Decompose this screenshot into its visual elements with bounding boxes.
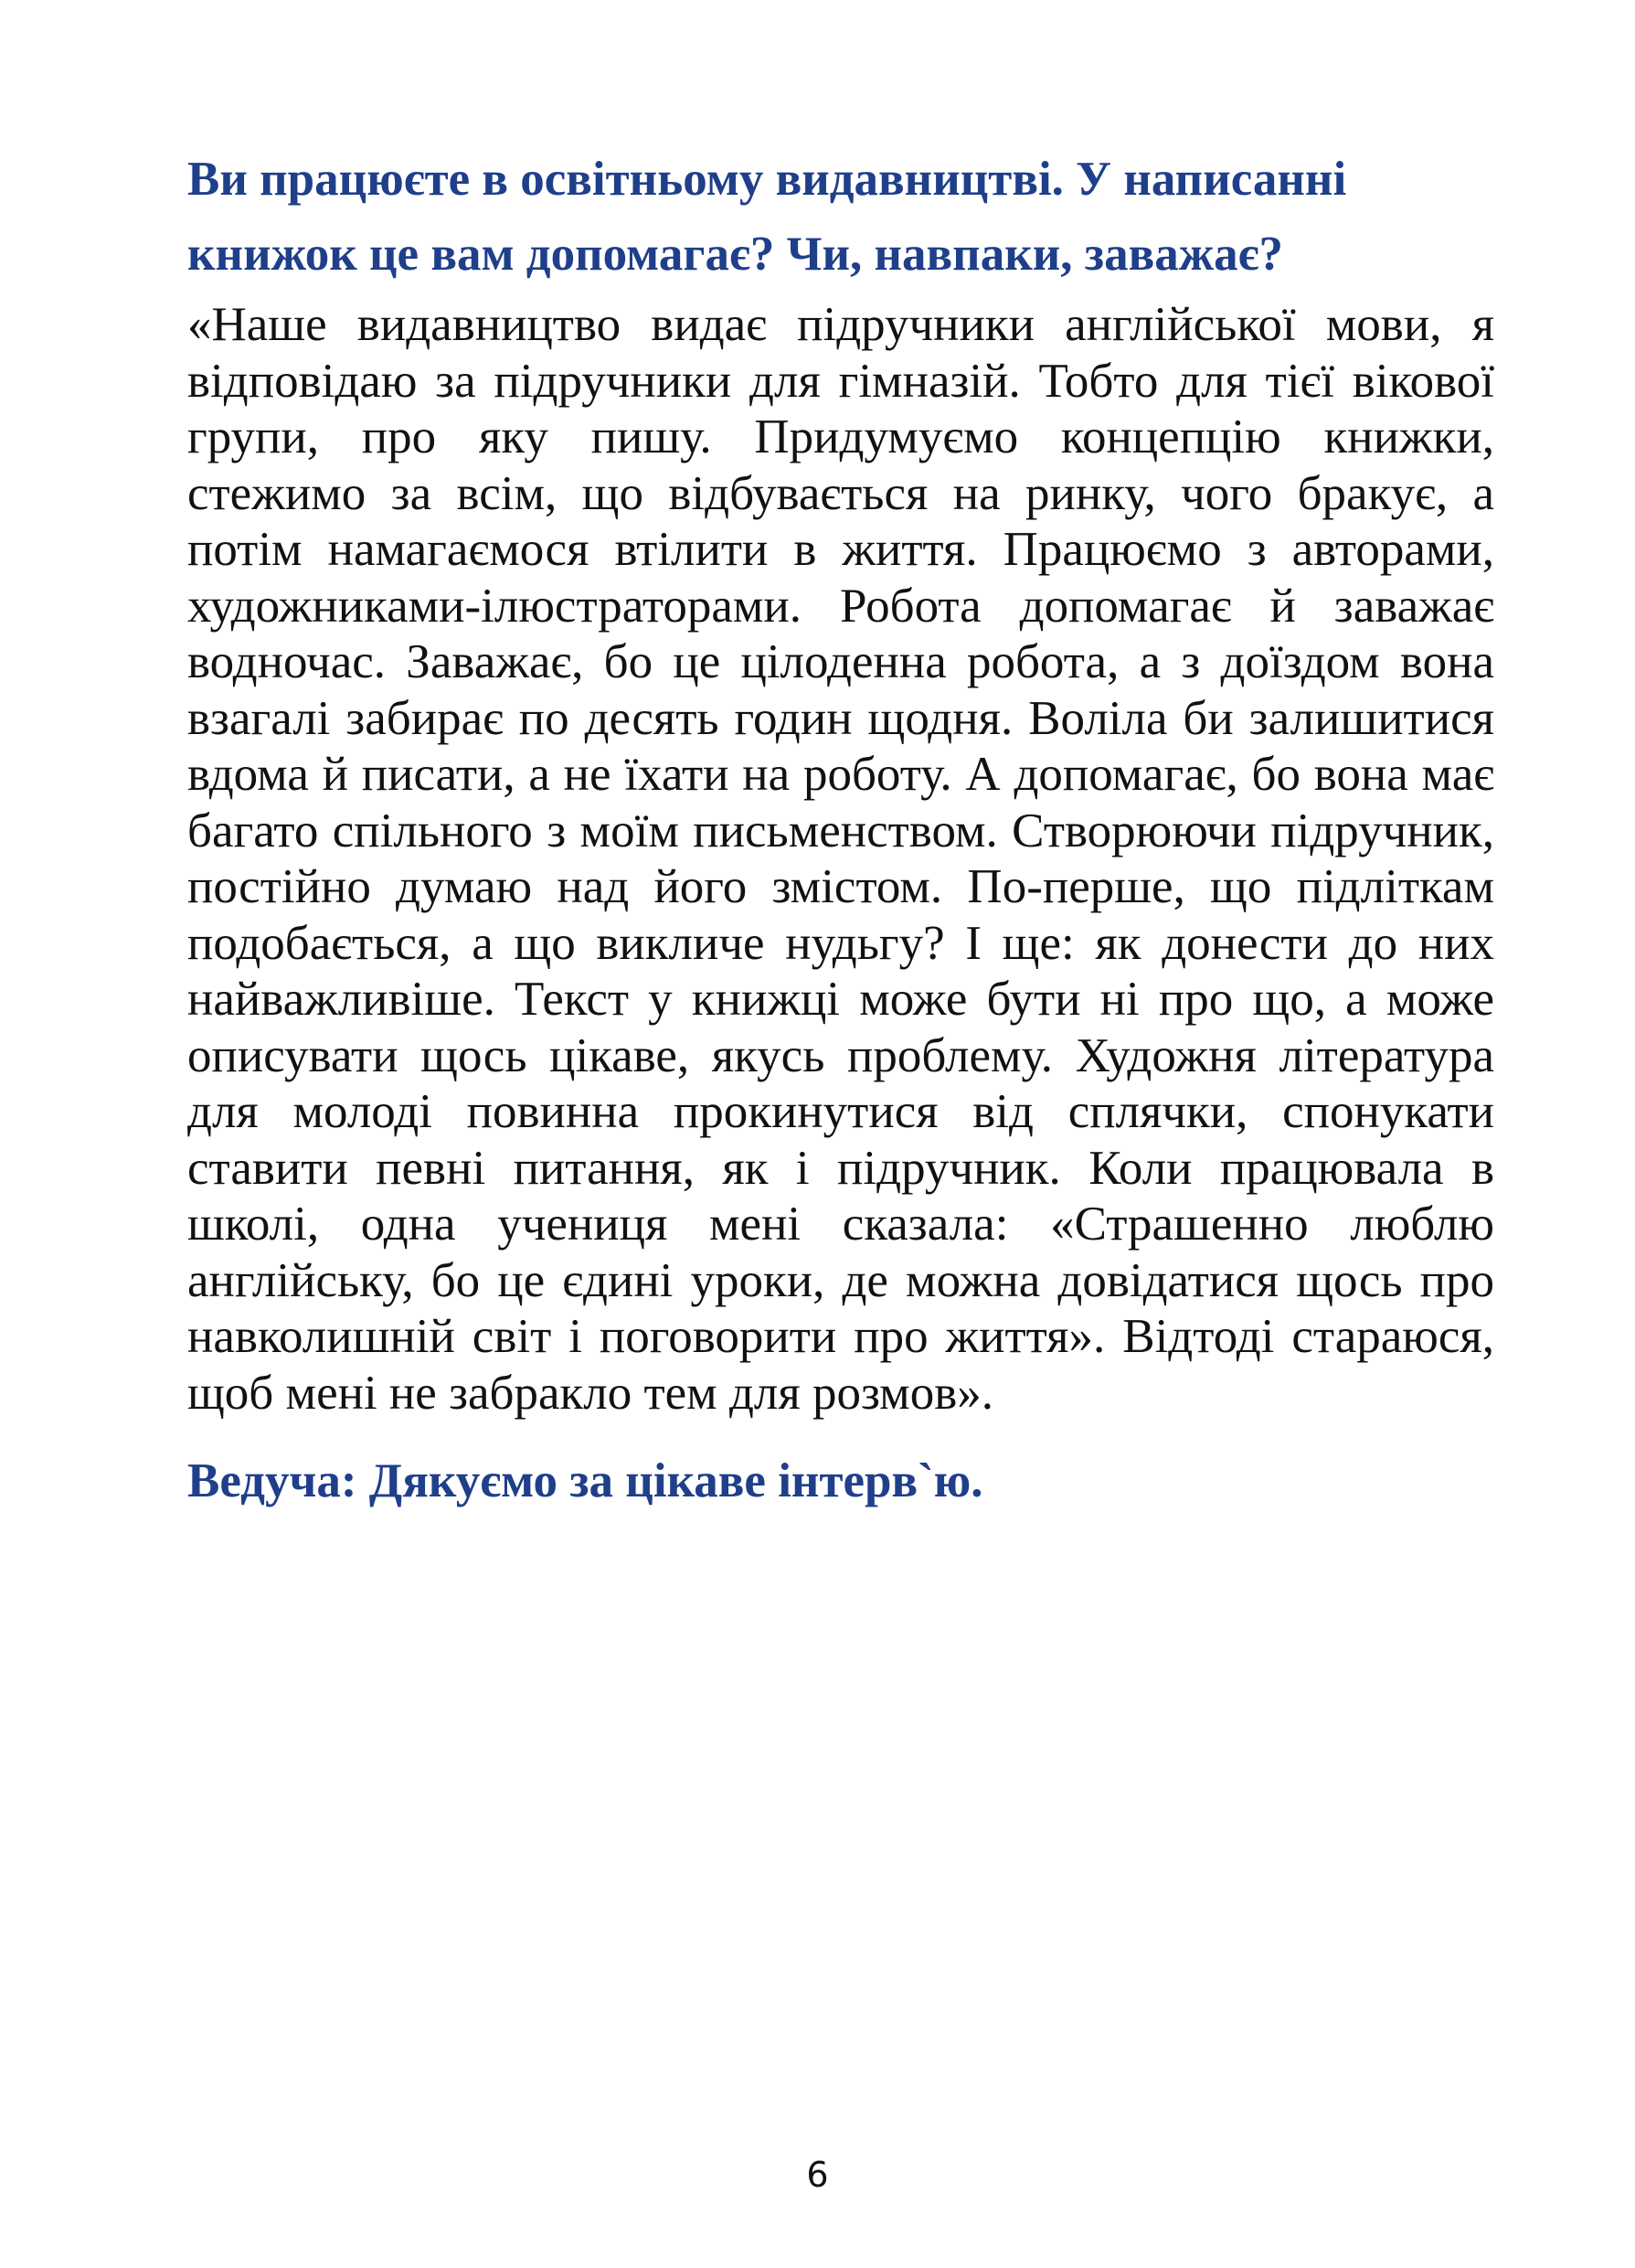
answer-paragraph: «Наше видавництво видає підручники англійської мови, я відповідаю за підручники для гімназій. Тобто для тієї вікової групи, про яку пишу. Придумуємо концепцію книжки, стежимо за всім, що відбувається на ринку, чого бракує, а потім намагаємося втілити в життя. Працюємо з авторами, художниками-ілюстраторами. Робота допомагає й заважає водночас. Заважає, бо це цілоденна робота, а з доїздом вона взагалі забирає по десять годин щодня. Воліла би залишитися вдома й писати, а не їхати на роботу. А допомагає, бо вона має багато спільного з моїм письменством. Створюючи підручник, постійно думаю над його змістом. По-перше, що підліткам подобається, а що викличе нудьгу? І ще: як донести до них найважливіше. Текст у книжці може бути ні про що, а може описувати щось цікаве, якусь проблему. Художня література для молоді повинна прокинутися від сплячки, спонукати ставити певні питання, як і підручник. Коли працювала в школі, одна учениця мені сказала: «Страшенно люблю англійську, бо це єдині уроки, де можна довідатися щось про навколишній світ і поговорити про життя». Відтоді стараюся, щоб мені не забракло тем для розмов». (187, 298, 1494, 1420)
closing-line: Ведуча: Дякуємо за цікаве інтерв`ю. (187, 1454, 983, 1507)
page-content (187, 142, 1494, 1518)
question-heading: Ви працюєте в освітньому видавництві. У написанні книжок це вам допомагає? Чи, навпаки, заважає? (187, 153, 1347, 281)
page-number: 6 (806, 2155, 829, 2195)
